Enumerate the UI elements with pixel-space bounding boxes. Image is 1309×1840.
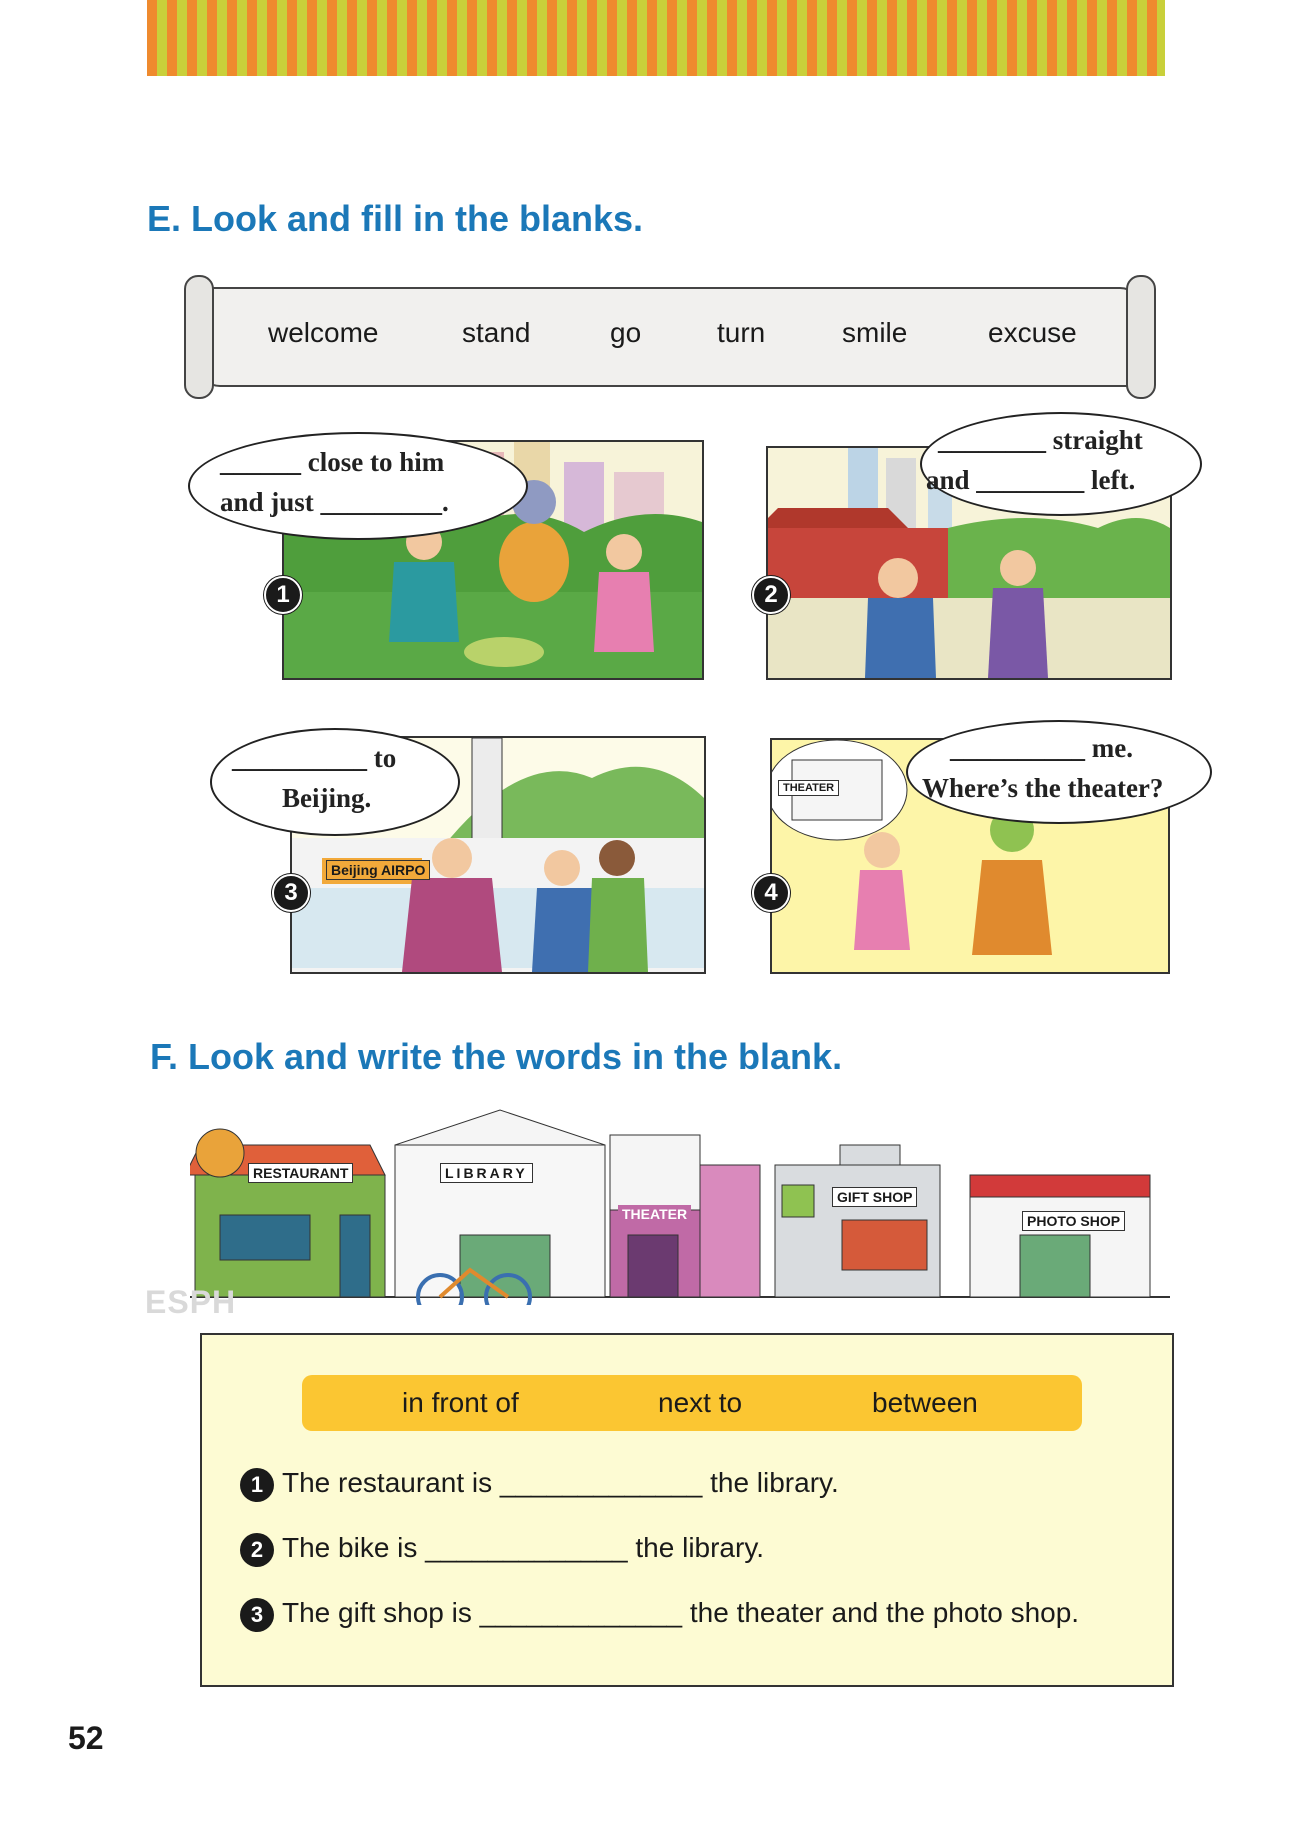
speech-bubble-4	[906, 720, 1212, 824]
photo-shop-sign: PHOTO SHOP	[1022, 1211, 1125, 1231]
gift-shop-sign: GIFT SHOP	[832, 1187, 917, 1207]
option-bank	[302, 1375, 1082, 1431]
word-bank-item: excuse	[988, 317, 1077, 348]
bubble-4-line-2: Where’s the theater?	[922, 773, 1164, 803]
section-f-title: F. Look and write the words in the blank.	[150, 1036, 843, 1077]
theater-sign-street: THEATER	[618, 1205, 691, 1223]
bubble-2-line-2: and ________ left.	[926, 465, 1136, 495]
word-bank-item: stand	[462, 317, 531, 348]
bubble-3-line-1: __________ to	[232, 743, 397, 773]
exercise-box	[200, 1333, 1174, 1687]
decorative-stripe-bar	[147, 0, 1165, 76]
page-number: 52	[68, 1720, 104, 1756]
scroll-curl-right	[1126, 275, 1156, 399]
panel-number-2: 2	[752, 576, 790, 614]
scroll-curl-left	[184, 275, 214, 399]
section-e-title: E. Look and fill in the blanks.	[147, 198, 644, 239]
speech-bubble-3	[210, 728, 460, 836]
option-in-front-of: in front of	[402, 1387, 519, 1418]
street-illustration	[190, 1105, 1170, 1305]
option-between: between	[872, 1387, 978, 1418]
airport-sign: Beijing AIRPO	[326, 860, 430, 880]
word-bank-item: welcome	[268, 317, 379, 348]
bubble-4-line-1: __________ me.	[950, 733, 1133, 763]
word-bank-item: go	[610, 317, 642, 348]
question-3	[240, 1597, 1079, 1632]
question-1	[240, 1467, 839, 1502]
theater-sign: THEATER	[778, 780, 839, 796]
publisher-watermark: ESPH	[145, 1284, 237, 1320]
panel-number-3: 3	[272, 874, 310, 912]
panel-number-1: 1	[264, 576, 302, 614]
panel-number-4: 4	[752, 874, 790, 912]
word-bank-scroll	[198, 287, 1142, 387]
question-number-1: 1	[240, 1468, 274, 1502]
option-next-to: next to	[658, 1387, 743, 1418]
question-2	[240, 1532, 764, 1567]
question-3-text: The gift shop is _____________ the theater and the photo shop.	[282, 1597, 1080, 1628]
speech-bubble-1	[188, 432, 528, 540]
word-bank-item: smile	[842, 317, 908, 348]
question-1-text: The restaurant is _____________ the library.	[282, 1467, 839, 1498]
bubble-1-line-2: and just _________.	[220, 487, 449, 517]
word-bank-item: turn	[717, 317, 766, 348]
bubble-1-line-1: ______ close to him	[220, 447, 445, 477]
question-number-3: 3	[240, 1598, 274, 1632]
library-sign: LIBRARY	[440, 1163, 533, 1183]
restaurant-sign: RESTAURANT	[248, 1163, 353, 1183]
bubble-3-line-2: Beijing.	[282, 783, 372, 813]
speech-bubble-2	[920, 412, 1202, 516]
question-2-text: The bike is _____________ the library.	[282, 1532, 765, 1563]
bubble-2-line-1: ________ straight	[938, 425, 1143, 455]
question-number-2: 2	[240, 1533, 274, 1567]
